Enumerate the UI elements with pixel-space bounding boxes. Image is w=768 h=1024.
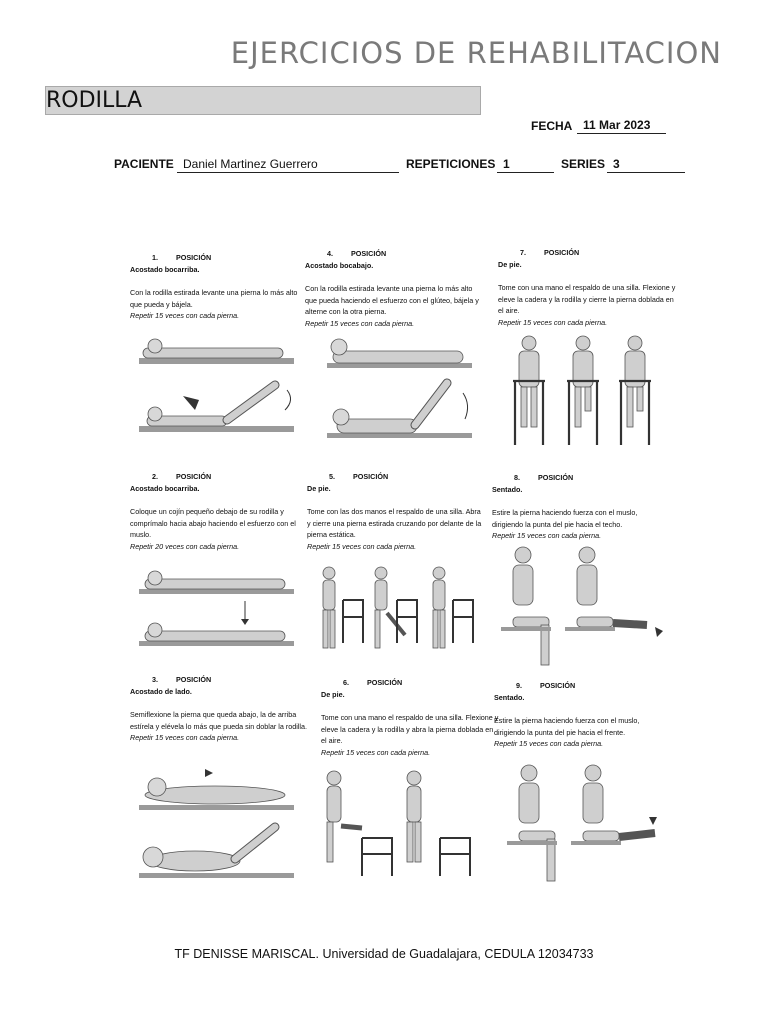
section-title: RODILLA bbox=[46, 88, 143, 113]
exercise-heading: POSICIÓN bbox=[540, 681, 576, 690]
exercise-2-illustration bbox=[135, 565, 300, 650]
series-field[interactable]: 3 bbox=[607, 157, 685, 173]
exercise-position: Acostado bocarriba. bbox=[130, 483, 200, 493]
exercise-heading: POSICIÓN bbox=[176, 472, 212, 481]
exercise-heading: POSICIÓN bbox=[176, 675, 212, 684]
exercise-number: 2. bbox=[152, 472, 158, 481]
exercise-repeat: Repetir 15 veces con cada pierna. bbox=[321, 747, 431, 757]
exercise-2 bbox=[130, 471, 308, 552]
exercise-position: Acostado bocarriba. bbox=[130, 264, 200, 274]
footer-credit: TF DENISSE MARISCAL. Universidad de Guadalajara, CEDULA 12034733 bbox=[174, 947, 594, 961]
exercise-9 bbox=[494, 680, 672, 750]
exercise-instruction: Con la rodilla estirada levante una pierna lo más alto que pueda y bájela. bbox=[130, 288, 298, 309]
exercise-6 bbox=[321, 677, 499, 758]
repeticiones-field[interactable]: 1 bbox=[497, 157, 554, 173]
exercise-position: De pie. bbox=[321, 689, 345, 699]
exercise-heading: POSICIÓN bbox=[353, 472, 389, 481]
exercise-position: Acostado bocabajo. bbox=[305, 260, 374, 270]
exercise-5 bbox=[307, 471, 485, 552]
exercise-8-illustration bbox=[497, 545, 667, 670]
exercise-1-illustration bbox=[135, 330, 300, 442]
exercise-repeat: Repetir 15 veces con cada pierna. bbox=[494, 739, 604, 748]
repeticiones-label: REPETICIONES bbox=[406, 157, 496, 171]
exercise-instruction: Semiflexione la pierna que queda abajo, la de arriba estírela y elévela lo más que pueda sin doblar la rodilla. bbox=[130, 710, 307, 731]
fecha-label: FECHA bbox=[531, 119, 573, 133]
exercise-number: 8. bbox=[514, 473, 520, 482]
exercise-position: Sentado. bbox=[494, 692, 525, 702]
exercise-instruction: Estire la pierna haciendo fuerza con el muslo, dirigiendo la punta del pie hacia el techo. bbox=[492, 508, 638, 529]
exercise-4 bbox=[305, 248, 483, 329]
exercise-position: De pie. bbox=[498, 259, 522, 269]
exercise-position: Sentado. bbox=[492, 484, 523, 494]
paciente-field[interactable]: Daniel Martinez Guerrero bbox=[177, 157, 399, 173]
exercise-heading: POSICIÓN bbox=[544, 248, 580, 257]
exercise-repeat: Repetir 15 veces con cada pierna. bbox=[492, 531, 602, 540]
series-label: SERIES bbox=[561, 157, 606, 171]
exercise-position: Acostado de lado. bbox=[130, 686, 192, 696]
exercise-5-illustration bbox=[315, 565, 480, 655]
exercise-repeat: Repetir 15 veces con cada pierna. bbox=[130, 311, 240, 320]
exercise-8 bbox=[492, 472, 670, 542]
exercise-number: 6. bbox=[343, 678, 349, 687]
exercise-instruction: Con la rodilla estirada levante una pierna lo más alto que pueda haciendo el esfuerzo con el glúteo, bájela y alterne con la otra pierna. bbox=[305, 284, 479, 316]
exercise-7-illustration bbox=[505, 333, 665, 448]
exercise-number: 1. bbox=[152, 253, 158, 262]
exercise-instruction: Tome con las dos manos el respaldo de una silla. Abra y cierre una pierna estirada cruzando por delante de la pierna estática. bbox=[307, 507, 482, 539]
exercise-number: 9. bbox=[516, 681, 522, 690]
exercise-instruction: Tome con una mano el respaldo de una silla. Flexione y eleve la cadera y la rodilla y cierre la pierna doblada en el aire. bbox=[498, 283, 676, 315]
exercise-6-illustration bbox=[300, 768, 480, 883]
exercise-heading: POSICIÓN bbox=[351, 249, 387, 258]
exercise-repeat: Repetir 15 veces con cada pierna. bbox=[305, 318, 415, 328]
exercise-7 bbox=[498, 247, 676, 328]
paciente-label: PACIENTE bbox=[114, 157, 174, 171]
section-header bbox=[45, 86, 481, 115]
exercise-4-illustration bbox=[325, 333, 475, 448]
exercise-repeat: Repetir 15 veces con cada pierna. bbox=[307, 541, 417, 551]
exercise-3-illustration bbox=[135, 765, 300, 883]
exercise-3 bbox=[130, 674, 308, 744]
exercise-heading: POSICIÓN bbox=[538, 473, 574, 482]
exercise-instruction: Tome con una mano el respaldo de una silla. Flexione y eleve la cadera y la rodilla y abra la pierna doblada en el aire. bbox=[321, 713, 499, 745]
exercise-instruction: Coloque un cojín pequeño debajo de su rodilla y comprímalo hacia abajo haciendo el esfuerzo con el muslo. bbox=[130, 507, 296, 539]
exercise-1 bbox=[130, 252, 308, 322]
exercise-heading: POSICIÓN bbox=[367, 678, 403, 687]
exercise-number: 3. bbox=[152, 675, 158, 684]
fecha-field[interactable]: 11 Mar 2023 bbox=[577, 118, 666, 134]
exercise-number: 4. bbox=[327, 249, 333, 258]
exercise-number: 7. bbox=[520, 248, 526, 257]
exercise-instruction: Estire la pierna haciendo fuerza con el muslo, dirigiendo la punta del pie hacia el frente. bbox=[494, 716, 640, 737]
exercise-repeat: Repetir 15 veces con cada pierna. bbox=[498, 317, 608, 327]
exercise-repeat: Repetir 15 veces con cada pierna. bbox=[130, 733, 240, 742]
exercise-number: 5. bbox=[329, 472, 335, 481]
exercise-heading: POSICIÓN bbox=[176, 253, 212, 262]
exercise-position: De pie. bbox=[307, 483, 331, 493]
document-title: EJERCICIOS DE REHABILITACION bbox=[230, 36, 722, 70]
exercise-9-illustration bbox=[505, 763, 670, 888]
exercise-repeat: Repetir 20 veces con cada pierna. bbox=[130, 541, 240, 551]
